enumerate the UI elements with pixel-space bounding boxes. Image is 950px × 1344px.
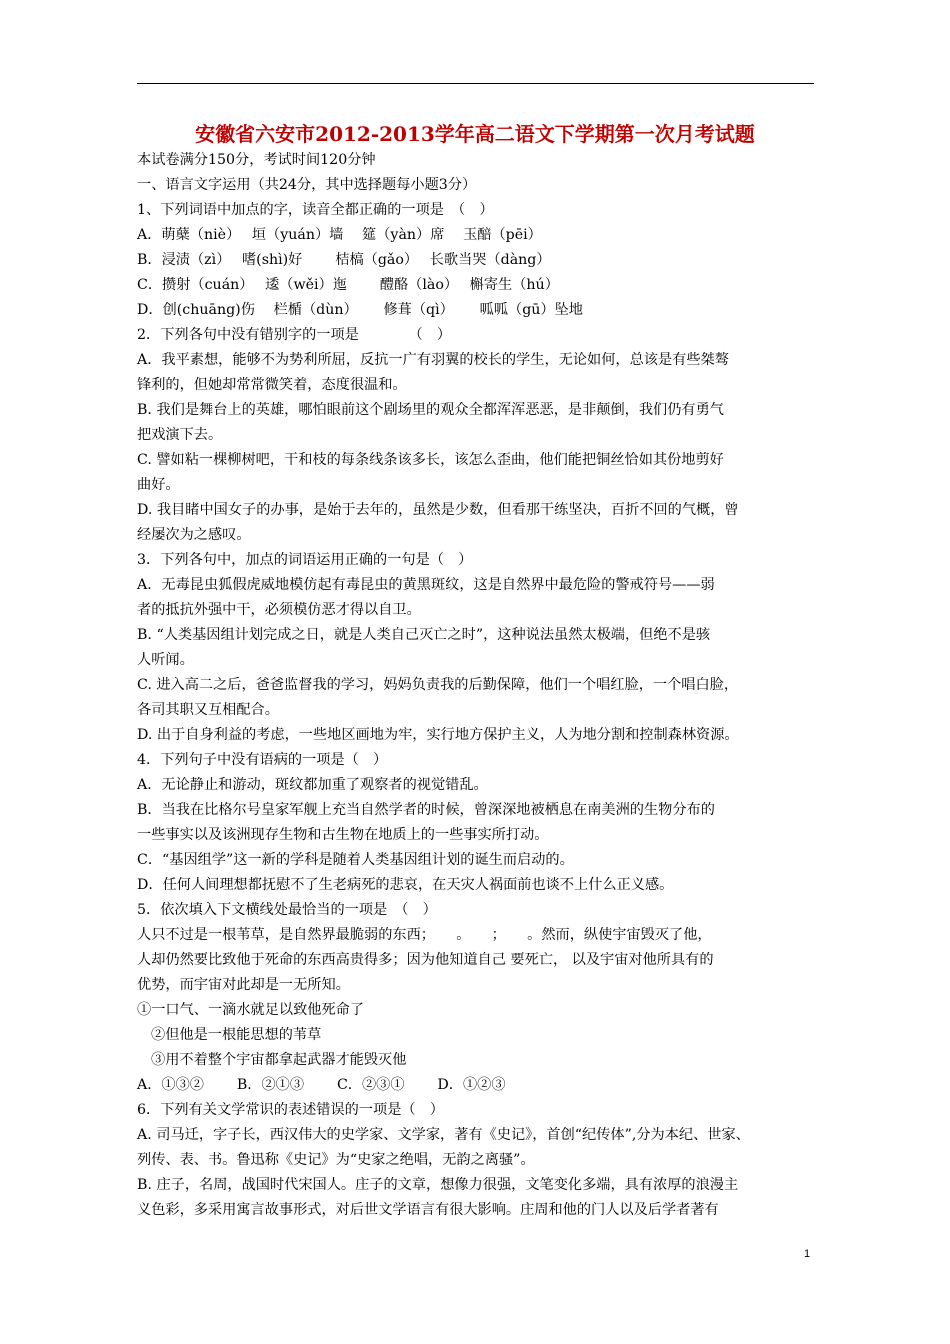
text-line: ①一口气、一滴水就足以致他死命了 <box>137 1002 365 1018</box>
text-line: B. 我们是舞台上的英雄，哪怕眼前这个剧场里的观众全都浑浑恶恶，是非颠倒，我们仍有勇气 <box>137 402 724 418</box>
text-line: 本试卷满分150分，考试时间120分钟 <box>137 152 376 168</box>
header-rule <box>137 83 814 84</box>
page-number: 1 <box>804 1248 811 1260</box>
text-line: 3．下列各句中，加点的词语运用正确的一句是（ ） <box>137 552 473 568</box>
text-line: A. 司马迁，字子长，西汉伟大的史学家、文学家，著有《史记》，首创“纪传体”,分为本纪、世家、 <box>137 1127 750 1143</box>
text-line: D．任何人间理想都抚慰不了生老病死的悲哀，在天灾人祸面前也谈不上什么正义感。 <box>137 877 674 893</box>
text-line: B. “人类基因组计划完成之日，就是人类自己灭亡之时”，这种说法虽然太极端，但绝不是骇 <box>137 627 711 643</box>
text-line: 把戏演下去。 <box>137 427 223 443</box>
text-line: 5．依次填入下文横线处最恰当的一项是 （ ） <box>137 902 437 918</box>
text-line: 一些事实以及该洲现存生物和古生物在地质上的一些事实所打动。 <box>137 827 549 843</box>
text-line: 义色彩，多采用寓言故事形式，对后世文学语言有很大影响。庄周和他的门人以及后学者著有 <box>137 1202 719 1218</box>
text-line: 人却仍然要比致他于死命的东西高贵得多；因为他知道自己 要死亡， 以及宇宙对他所具有的 <box>137 952 714 968</box>
text-line: C. 进入高二之后，爸爸监督我的学习，妈妈负责我的后勤保障，他们一个唱红脸，一个唱白脸， <box>137 677 739 693</box>
text-line: 4．下列句子中没有语病的一项是（ ） <box>137 752 388 768</box>
document-body <box>137 148 817 1223</box>
text-line: 各司其职又互相配合。 <box>137 702 279 718</box>
text-line: C. 譬如粘一棵柳树吧，干和枝的每条线条该多长，该怎么歪曲，他们能把铜丝恰如其份地剪好 <box>137 452 724 468</box>
text-line: D．创(chuāng)伤 栏楯（dùn） 修葺（qì） 呱呱（gū）坠地 <box>137 302 583 318</box>
text-line: 人只不过是一根苇草，是自然界最脆弱的东西； 。 ； 。然而，纵使宇宙毁灭了他， <box>137 927 712 943</box>
text-line: A．我平素想，能够不为势利所屈，反抗一广有羽翼的校长的学生，无论如何，总该是有些桀骜 <box>137 352 729 368</box>
text-line: 锋利的，但她却常常微笑着，态度很温和。 <box>137 377 407 393</box>
text-line: ③用不着整个宇宙都拿起武器才能毁灭他 <box>151 1052 407 1068</box>
text-line: 一、语言文字运用（共24分，其中选择题每小题3分） <box>137 177 477 193</box>
text-line: D. 我目睹中国女子的办事，是始于去年的，虽然是少数，但看那干练坚决，百折不回的气概，曾 <box>137 502 739 518</box>
text-line: A．①③② B．②①③ C．②③① D．①②③ <box>137 1077 506 1093</box>
text-line: 经屡次为之感叹。 <box>137 527 251 543</box>
text-line: 2．下列各句中没有错别字的一项是 （ ） <box>137 327 452 343</box>
text-line: B. 庄子，名周，战国时代宋国人。庄子的文章，想像力很强，文笔变化多端，具有浓厚的浪漫主 <box>137 1177 739 1193</box>
text-line: 曲好。 <box>137 477 180 493</box>
text-line: 6．下列有关文学常识的表述错误的一项是（ ） <box>137 1102 444 1118</box>
text-line: A．无论静止和游动，斑纹都加重了观察者的视觉错乱。 <box>137 777 488 793</box>
text-line: 优势，而宇宙对此却是一无所知。 <box>137 977 350 993</box>
text-line: B．当我在比格尔号皇家军舰上充当自然学者的时候，曾深深地被栖息在南美洲的生物分布的 <box>137 802 715 818</box>
text-line: D. 出于自身利益的考虑，一些地区画地为牢，实行地方保护主义，人为地分割和控制森林资源。 <box>137 727 739 743</box>
page-title: 安徽省六安市2012-2013学年高二语文下学期第一次月考试题 <box>195 122 755 146</box>
text-line: 者的抵抗外强中干，必须模仿恶才得以自卫。 <box>137 602 421 618</box>
text-line: C．“基因组学”这一新的学科是随着人类基因组计划的诞生而启动的。 <box>137 852 574 868</box>
text-line: ②但他是一根能思想的苇草 <box>151 1027 322 1043</box>
text-line: 人听闻。 <box>137 652 194 668</box>
text-line: B．浸渍（zì） 嗜(shì)好 桔槁（gǎo） 长歌当哭（dàng） <box>137 252 551 268</box>
text-line: A．无毒昆虫狐假虎威地模仿起有毒昆虫的黄黑斑纹，这是自然界中最危险的警戒符号——弱 <box>137 577 715 593</box>
text-line: A．萌蘖（niè） 垣（yuán）墙 筵（yàn）席 玉醅（pēi） <box>137 227 542 243</box>
text-line: 1、下列词语中加点的字，读音全都正确的一项是 （ ） <box>137 202 494 218</box>
text-line: C．攒射（cuán） 逶（wěi）迤 醴酪（lào） 槲寄生（hú） <box>137 277 559 293</box>
text-line: 列传、表、书。鲁迅称《史记》为“史家之绝唱，无韵之离骚”。 <box>137 1152 535 1168</box>
